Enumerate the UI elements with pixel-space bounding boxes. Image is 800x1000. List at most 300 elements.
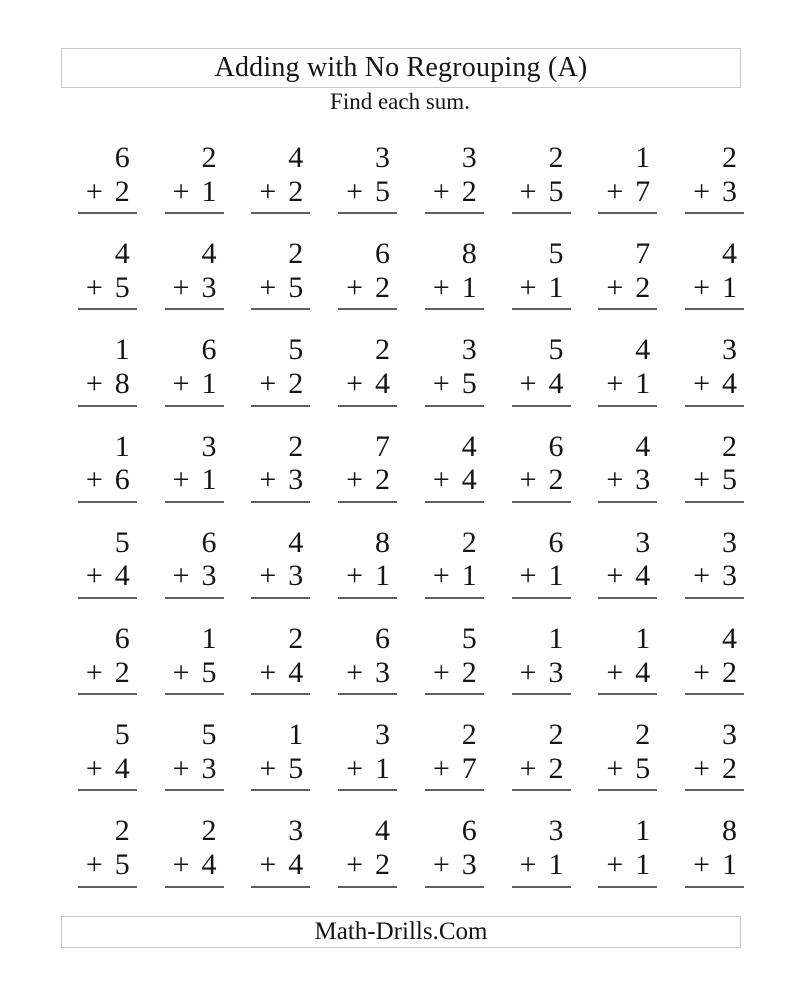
addend-bottom-row bbox=[425, 175, 484, 215]
addend-top: 4 bbox=[201, 237, 217, 271]
addend-top: 4 bbox=[635, 333, 651, 367]
addend-bottom: 4 bbox=[461, 463, 477, 497]
addend-bottom: 1 bbox=[722, 847, 737, 881]
addend-bottom: 3 bbox=[201, 559, 217, 593]
addend-bottom-row bbox=[598, 656, 657, 696]
addend-top: 2 bbox=[288, 237, 304, 271]
plus-operator: + bbox=[259, 655, 277, 689]
addend-bottom-row bbox=[78, 367, 137, 407]
addend-bottom: 3 bbox=[201, 270, 217, 304]
addend-top: 5 bbox=[461, 621, 477, 655]
addend-bottom-row bbox=[598, 367, 657, 407]
addend-bottom-row bbox=[251, 848, 310, 888]
addend-bottom-row bbox=[598, 848, 657, 888]
addend-bottom: 3 bbox=[288, 463, 304, 497]
addend-bottom-row bbox=[425, 367, 484, 407]
addend-bottom-row bbox=[512, 175, 571, 215]
addend-top: 1 bbox=[548, 621, 564, 655]
problem-r3-c2 bbox=[165, 333, 224, 406]
plus-operator: + bbox=[172, 366, 190, 400]
problems-grid bbox=[50, 141, 744, 888]
problem-r2-c3 bbox=[251, 237, 310, 310]
addend-bottom-row bbox=[338, 559, 397, 599]
addend-bottom-row bbox=[78, 271, 137, 311]
addend-top: 2 bbox=[288, 621, 304, 655]
problem-r1-c4 bbox=[338, 141, 397, 214]
addend-bottom-row bbox=[512, 559, 571, 599]
addend-bottom: 5 bbox=[114, 270, 130, 304]
addend-bottom-row bbox=[165, 559, 224, 599]
addend-bottom: 6 bbox=[114, 463, 130, 497]
plus-operator: + bbox=[432, 174, 450, 208]
addend-bottom: 1 bbox=[375, 751, 390, 785]
plus-operator: + bbox=[693, 751, 710, 785]
addend-bottom: 1 bbox=[635, 847, 651, 881]
problem-r1-c6 bbox=[512, 141, 571, 214]
addend-bottom: 5 bbox=[288, 751, 304, 785]
addend-top: 4 bbox=[722, 237, 737, 271]
problem-r8-c5 bbox=[425, 814, 484, 887]
plus-operator: + bbox=[259, 751, 277, 785]
addend-top: 4 bbox=[114, 237, 130, 271]
addend-bottom-row bbox=[165, 175, 224, 215]
problem-r4-c8 bbox=[685, 430, 744, 503]
addend-bottom: 5 bbox=[548, 174, 564, 208]
plus-operator: + bbox=[172, 751, 190, 785]
plus-operator: + bbox=[346, 270, 363, 304]
addend-bottom: 3 bbox=[722, 174, 737, 208]
addend-bottom: 3 bbox=[635, 463, 651, 497]
addend-top: 8 bbox=[375, 525, 390, 559]
addend-bottom: 2 bbox=[461, 655, 477, 689]
addend-top: 2 bbox=[201, 141, 217, 174]
problem-r2-c1 bbox=[78, 237, 137, 310]
addend-bottom-row bbox=[598, 752, 657, 792]
addend-bottom-row bbox=[338, 463, 397, 503]
problem-r3-c5 bbox=[425, 333, 484, 406]
problem-r3-c4 bbox=[338, 333, 397, 406]
plus-operator: + bbox=[346, 655, 363, 689]
problem-r5-c3 bbox=[251, 526, 310, 599]
addend-top: 3 bbox=[722, 333, 737, 367]
addend-top: 6 bbox=[114, 141, 130, 174]
plus-operator: + bbox=[432, 847, 450, 881]
addend-top: 5 bbox=[548, 237, 564, 271]
addend-bottom-row bbox=[425, 271, 484, 311]
addend-top: 4 bbox=[288, 141, 304, 174]
addend-bottom: 2 bbox=[288, 174, 304, 208]
plus-operator: + bbox=[172, 559, 190, 593]
addend-bottom: 5 bbox=[722, 463, 737, 497]
addend-bottom: 1 bbox=[201, 174, 217, 208]
plus-operator: + bbox=[432, 270, 450, 304]
problem-r5-c4 bbox=[338, 526, 397, 599]
problem-r1-c5 bbox=[425, 141, 484, 214]
plus-operator: + bbox=[606, 270, 624, 304]
addend-top: 2 bbox=[288, 429, 304, 463]
problem-r1-c3 bbox=[251, 141, 310, 214]
problem-r6-c7 bbox=[598, 622, 657, 695]
addend-bottom-row bbox=[425, 656, 484, 696]
problem-r6-c8 bbox=[685, 622, 744, 695]
addend-bottom-row bbox=[598, 559, 657, 599]
problem-r5-c7 bbox=[598, 526, 657, 599]
addend-top: 1 bbox=[635, 141, 651, 174]
problem-r6-c2 bbox=[165, 622, 224, 695]
addend-bottom: 2 bbox=[375, 847, 390, 881]
problem-r7-c4 bbox=[338, 718, 397, 791]
plus-operator: + bbox=[519, 270, 537, 304]
addend-bottom: 1 bbox=[548, 270, 564, 304]
addend-top: 3 bbox=[722, 525, 737, 559]
problem-r7-c7 bbox=[598, 718, 657, 791]
plus-operator: + bbox=[606, 559, 624, 593]
problem-r3-c6 bbox=[512, 333, 571, 406]
addend-bottom: 4 bbox=[201, 847, 217, 881]
problem-r8-c2 bbox=[165, 814, 224, 887]
addend-bottom-row bbox=[165, 367, 224, 407]
addend-bottom-row bbox=[685, 175, 744, 215]
addend-bottom: 3 bbox=[201, 751, 217, 785]
addend-top: 2 bbox=[722, 429, 737, 463]
plus-operator: + bbox=[346, 463, 363, 497]
problem-r8-c6 bbox=[512, 814, 571, 887]
addend-bottom: 8 bbox=[114, 366, 130, 400]
problem-r1-c8 bbox=[685, 141, 744, 214]
plus-operator: + bbox=[432, 751, 450, 785]
addend-bottom: 7 bbox=[461, 751, 477, 785]
problem-r2-c5 bbox=[425, 237, 484, 310]
addend-bottom-row bbox=[251, 175, 310, 215]
problem-r8-c8 bbox=[685, 814, 744, 887]
problem-r6-c5 bbox=[425, 622, 484, 695]
problem-r7-c6 bbox=[512, 718, 571, 791]
problem-r7-c5 bbox=[425, 718, 484, 791]
addend-bottom-row bbox=[598, 175, 657, 215]
plus-operator: + bbox=[606, 463, 624, 497]
addend-top: 7 bbox=[635, 237, 651, 271]
problem-r5-c8 bbox=[685, 526, 744, 599]
addend-bottom-row bbox=[165, 271, 224, 311]
addend-bottom-row bbox=[338, 175, 397, 215]
problem-r6-c6 bbox=[512, 622, 571, 695]
addend-top: 8 bbox=[722, 814, 737, 848]
plus-operator: + bbox=[693, 559, 710, 593]
addend-top: 3 bbox=[375, 718, 390, 752]
problem-r2-c4 bbox=[338, 237, 397, 310]
plus-operator: + bbox=[85, 751, 103, 785]
plus-operator: + bbox=[172, 270, 190, 304]
addend-bottom-row bbox=[512, 367, 571, 407]
problem-r5-c5 bbox=[425, 526, 484, 599]
addend-bottom: 2 bbox=[114, 174, 130, 208]
problem-r6-c4 bbox=[338, 622, 397, 695]
addend-bottom: 4 bbox=[288, 655, 304, 689]
plus-operator: + bbox=[346, 174, 363, 208]
problem-r3-c7 bbox=[598, 333, 657, 406]
addend-bottom-row bbox=[78, 175, 137, 215]
addend-bottom-row bbox=[338, 752, 397, 792]
addend-top: 2 bbox=[548, 141, 564, 174]
addend-top: 4 bbox=[461, 429, 477, 463]
problem-r3-c1 bbox=[78, 333, 137, 406]
plus-operator: + bbox=[259, 463, 277, 497]
addend-bottom-row bbox=[165, 463, 224, 503]
problem-r4-c3 bbox=[251, 430, 310, 503]
addend-bottom-row bbox=[512, 463, 571, 503]
addend-bottom: 4 bbox=[635, 655, 651, 689]
addend-top: 3 bbox=[548, 814, 564, 848]
addend-bottom-row bbox=[338, 848, 397, 888]
plus-operator: + bbox=[693, 847, 710, 881]
addend-bottom-row bbox=[425, 559, 484, 599]
addend-top: 4 bbox=[375, 814, 390, 848]
addend-bottom-row bbox=[598, 463, 657, 503]
problem-r7-c3 bbox=[251, 718, 310, 791]
plus-operator: + bbox=[693, 174, 710, 208]
plus-operator: + bbox=[172, 655, 190, 689]
addend-top: 5 bbox=[548, 333, 564, 367]
addend-bottom-row bbox=[425, 848, 484, 888]
addend-bottom: 3 bbox=[461, 847, 477, 881]
addend-top: 6 bbox=[548, 429, 564, 463]
problem-r6-c1 bbox=[78, 622, 137, 695]
addend-bottom: 3 bbox=[722, 559, 737, 593]
addend-bottom-row bbox=[78, 656, 137, 696]
addend-top: 6 bbox=[548, 525, 564, 559]
brand-name: Math-Drills.Com bbox=[314, 918, 488, 945]
addend-bottom: 2 bbox=[375, 270, 390, 304]
addend-bottom: 4 bbox=[635, 559, 651, 593]
problem-r1-c1 bbox=[78, 141, 137, 214]
addend-bottom-row bbox=[685, 752, 744, 792]
addend-bottom: 4 bbox=[114, 751, 130, 785]
addend-bottom: 1 bbox=[548, 559, 564, 593]
plus-operator: + bbox=[519, 847, 537, 881]
addend-top: 4 bbox=[635, 429, 651, 463]
addend-bottom-row bbox=[685, 848, 744, 888]
addend-bottom-row bbox=[425, 463, 484, 503]
plus-operator: + bbox=[346, 847, 363, 881]
plus-operator: + bbox=[172, 847, 190, 881]
addend-top: 3 bbox=[288, 814, 304, 848]
plus-operator: + bbox=[693, 270, 710, 304]
addend-bottom-row bbox=[512, 752, 571, 792]
addend-bottom-row bbox=[78, 559, 137, 599]
addend-bottom: 1 bbox=[375, 559, 390, 593]
plus-operator: + bbox=[432, 463, 450, 497]
problem-r7-c2 bbox=[165, 718, 224, 791]
problem-r7-c1 bbox=[78, 718, 137, 791]
plus-operator: + bbox=[259, 847, 277, 881]
addend-top: 2 bbox=[461, 718, 477, 752]
plus-operator: + bbox=[346, 751, 363, 785]
addend-top: 4 bbox=[722, 621, 737, 655]
addend-bottom: 2 bbox=[114, 655, 130, 689]
addend-top: 1 bbox=[201, 621, 217, 655]
addend-top: 3 bbox=[461, 333, 477, 367]
plus-operator: + bbox=[259, 174, 277, 208]
addend-top: 3 bbox=[722, 718, 737, 752]
problem-r2-c6 bbox=[512, 237, 571, 310]
plus-operator: + bbox=[432, 559, 450, 593]
addend-top: 2 bbox=[375, 333, 390, 367]
addend-bottom-row bbox=[512, 656, 571, 696]
problem-r4-c4 bbox=[338, 430, 397, 503]
plus-operator: + bbox=[346, 366, 363, 400]
worksheet-title-box bbox=[61, 48, 741, 88]
worksheet-footer-box bbox=[61, 916, 741, 948]
problem-r8-c7 bbox=[598, 814, 657, 887]
plus-operator: + bbox=[693, 655, 710, 689]
addend-top: 2 bbox=[114, 814, 130, 848]
problem-r2-c2 bbox=[165, 237, 224, 310]
addend-bottom-row bbox=[425, 752, 484, 792]
addend-bottom: 5 bbox=[201, 655, 217, 689]
addend-bottom-row bbox=[251, 559, 310, 599]
addend-bottom: 7 bbox=[635, 174, 651, 208]
plus-operator: + bbox=[85, 847, 103, 881]
addend-bottom: 4 bbox=[288, 847, 304, 881]
addend-top: 3 bbox=[375, 141, 390, 174]
addend-top: 2 bbox=[722, 141, 737, 174]
plus-operator: + bbox=[606, 751, 624, 785]
problem-r4-c6 bbox=[512, 430, 571, 503]
addend-bottom: 5 bbox=[288, 270, 304, 304]
addend-top: 7 bbox=[375, 429, 390, 463]
addend-top: 6 bbox=[375, 237, 390, 271]
addend-top: 1 bbox=[114, 333, 130, 367]
addend-top: 5 bbox=[114, 525, 130, 559]
addend-bottom: 3 bbox=[548, 655, 564, 689]
plus-operator: + bbox=[519, 366, 537, 400]
addend-top: 1 bbox=[288, 718, 304, 752]
addend-top: 4 bbox=[288, 525, 304, 559]
addend-bottom: 2 bbox=[722, 751, 737, 785]
addend-top: 6 bbox=[114, 621, 130, 655]
addend-bottom-row bbox=[685, 367, 744, 407]
plus-operator: + bbox=[259, 559, 277, 593]
addend-bottom: 5 bbox=[114, 847, 130, 881]
addend-bottom-row bbox=[251, 656, 310, 696]
addend-top: 3 bbox=[635, 525, 651, 559]
plus-operator: + bbox=[606, 655, 624, 689]
addend-bottom: 4 bbox=[375, 366, 390, 400]
addend-bottom: 2 bbox=[548, 463, 564, 497]
addend-bottom-row bbox=[251, 752, 310, 792]
addend-bottom-row bbox=[251, 271, 310, 311]
plus-operator: + bbox=[519, 463, 537, 497]
addend-bottom-row bbox=[251, 463, 310, 503]
plus-operator: + bbox=[519, 174, 537, 208]
addend-bottom-row bbox=[685, 271, 744, 311]
problem-r2-c7 bbox=[598, 237, 657, 310]
problem-r5-c1 bbox=[78, 526, 137, 599]
addend-bottom-row bbox=[78, 752, 137, 792]
addend-bottom-row bbox=[338, 656, 397, 696]
plus-operator: + bbox=[85, 366, 103, 400]
addend-top: 6 bbox=[201, 333, 217, 367]
problem-r8-c3 bbox=[251, 814, 310, 887]
problem-r8-c1 bbox=[78, 814, 137, 887]
worksheet-instructions: Find each sum. bbox=[330, 89, 470, 114]
addend-top: 2 bbox=[548, 718, 564, 752]
problem-r3-c8 bbox=[685, 333, 744, 406]
addend-bottom-row bbox=[165, 848, 224, 888]
problem-r4-c2 bbox=[165, 430, 224, 503]
addend-bottom-row bbox=[685, 559, 744, 599]
plus-operator: + bbox=[85, 174, 103, 208]
problem-r1-c7 bbox=[598, 141, 657, 214]
addend-top: 3 bbox=[201, 429, 217, 463]
addend-top: 2 bbox=[201, 814, 217, 848]
addend-bottom: 1 bbox=[461, 559, 477, 593]
addend-top: 1 bbox=[114, 429, 130, 463]
problem-r7-c8 bbox=[685, 718, 744, 791]
addend-bottom: 1 bbox=[201, 463, 217, 497]
plus-operator: + bbox=[606, 174, 624, 208]
addend-top: 3 bbox=[461, 141, 477, 174]
addend-top: 5 bbox=[114, 718, 130, 752]
plus-operator: + bbox=[85, 270, 103, 304]
problem-r1-c2 bbox=[165, 141, 224, 214]
plus-operator: + bbox=[519, 559, 537, 593]
problem-r4-c7 bbox=[598, 430, 657, 503]
addend-bottom: 2 bbox=[722, 655, 737, 689]
problem-r4-c5 bbox=[425, 430, 484, 503]
addend-top: 6 bbox=[375, 621, 390, 655]
addend-bottom-row bbox=[78, 848, 137, 888]
plus-operator: + bbox=[85, 559, 103, 593]
plus-operator: + bbox=[259, 366, 277, 400]
addend-bottom: 2 bbox=[461, 174, 477, 208]
addend-bottom: 2 bbox=[288, 366, 304, 400]
plus-operator: + bbox=[346, 559, 363, 593]
addend-bottom-row bbox=[338, 367, 397, 407]
plus-operator: + bbox=[693, 366, 710, 400]
addend-bottom-row bbox=[165, 656, 224, 696]
addend-bottom: 2 bbox=[375, 463, 390, 497]
addend-bottom: 4 bbox=[114, 559, 130, 593]
problem-r5-c2 bbox=[165, 526, 224, 599]
problem-r4-c1 bbox=[78, 430, 137, 503]
plus-operator: + bbox=[172, 174, 190, 208]
addend-bottom-row bbox=[512, 271, 571, 311]
plus-operator: + bbox=[259, 270, 277, 304]
plus-operator: + bbox=[85, 463, 103, 497]
plus-operator: + bbox=[519, 655, 537, 689]
problem-r5-c6 bbox=[512, 526, 571, 599]
plus-operator: + bbox=[432, 655, 450, 689]
problem-r8-c4 bbox=[338, 814, 397, 887]
problem-r2-c8 bbox=[685, 237, 744, 310]
worksheet-title: Adding with No Regrouping (A) bbox=[214, 52, 588, 83]
plus-operator: + bbox=[519, 751, 537, 785]
addend-bottom: 1 bbox=[461, 270, 477, 304]
plus-operator: + bbox=[606, 366, 624, 400]
addend-top: 2 bbox=[635, 718, 651, 752]
addend-bottom-row bbox=[78, 463, 137, 503]
addend-bottom: 2 bbox=[635, 270, 651, 304]
plus-operator: + bbox=[606, 847, 624, 881]
addend-bottom: 1 bbox=[548, 847, 564, 881]
addend-bottom: 1 bbox=[722, 270, 737, 304]
addend-top: 5 bbox=[201, 718, 217, 752]
addend-bottom: 5 bbox=[635, 751, 651, 785]
addend-bottom-row bbox=[512, 848, 571, 888]
addend-top: 6 bbox=[461, 814, 477, 848]
addend-bottom-row bbox=[685, 656, 744, 696]
